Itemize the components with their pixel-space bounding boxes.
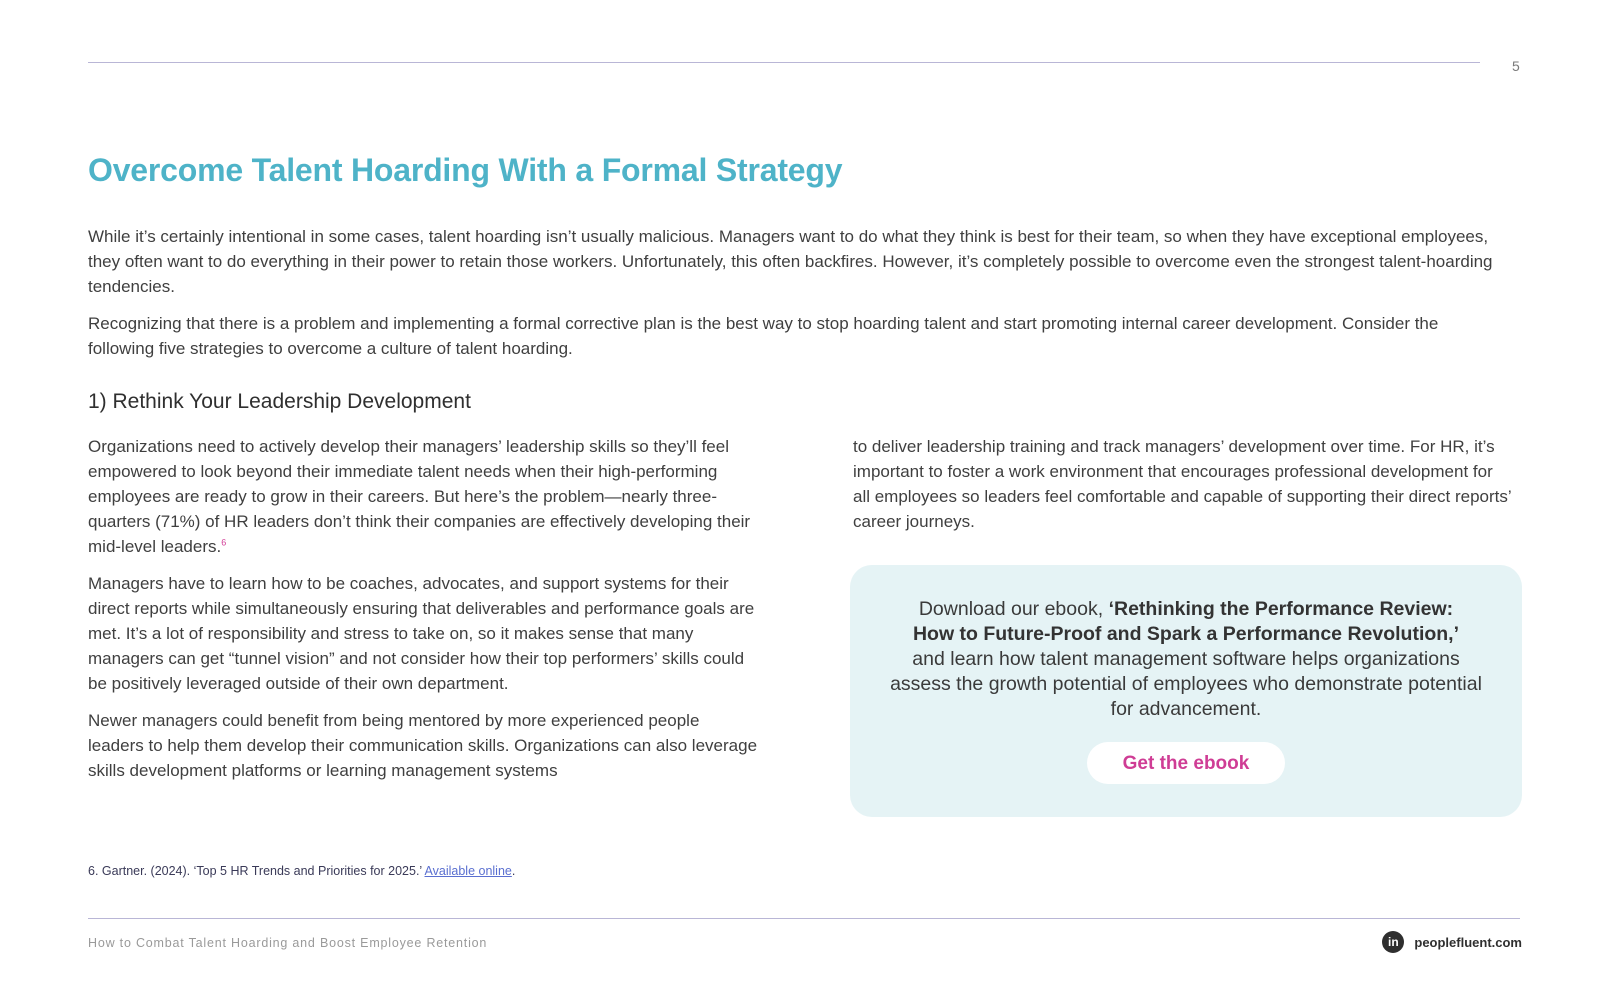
website-link[interactable]: peoplefluent.com [1414, 934, 1522, 950]
callout-text [880, 597, 1492, 722]
linkedin-icon[interactable]: in [1382, 931, 1404, 953]
intro-section [88, 224, 1508, 373]
intro-paragraph: While it’s certainly intentional in some cases, talent hoarding isn’t usually malicious. Managers want to do what they think is best for their team, so when they have exceptional employees, they often want to do everything in their power to retain those workers. Unfortunately, this often backfires. However, it’s completely possible to overcome even the strongest talent-hoarding tendencies. [88, 227, 1493, 296]
footer-document-title: How to Combat Talent Hoarding and Boost Employee Retention [88, 936, 488, 950]
footnote-text: 6. Gartner. (2024). ‘Top 5 HR Trends and Priorities for 2025.’ [88, 864, 425, 878]
footnote [88, 864, 515, 878]
intro-paragraph: Recognizing that there is a problem and implementing a formal corrective plan is the best way to stop hoarding talent and start promoting internal career development. Consider the following five strategies to overcome a culture of talent hoarding. [88, 314, 1439, 358]
right-column [853, 434, 1513, 534]
body-paragraph: Managers have to learn how to be coaches, advocates, and support systems for their direct reports while simultaneously ensuring that deliverables and performance goals are met. It’s a lot of responsibility and stress to take on, so it makes sense that many managers can get “tunnel vision” and not consider how their top performers’ skills could be positively leveraged outside of their own department. [88, 574, 755, 693]
body-paragraph: to deliver leadership training and track managers’ development over time. For HR, it’s important to foster a work environment that encourages professional development for all employees so leaders feel comfortable and capable of supporting their direct reports’ career journeys. [853, 437, 1512, 531]
paragraph-text: Organizations need to actively develop their managers’ leadership skills so they’ll feel empowered to look beyond their immediate talent needs when their high-performing employees are ready to grow in their careers. But here’s the problem—nearly three-quarters (71%) of HR leaders don’t think their companies are effectively developing their mid-level leaders. [88, 437, 751, 556]
section-heading: 1) Rethink Your Leadership Development [88, 390, 471, 413]
footnote-marker[interactable]: 6 [221, 537, 227, 548]
footer-divider [88, 918, 1520, 919]
footnote-trailing: . [511, 864, 516, 878]
page-number: 5 [1512, 58, 1520, 74]
get-ebook-button[interactable]: Get the ebook [1087, 742, 1285, 784]
ebook-title-line2: How to Future-Proof and Spark a Performance Revolution,’ [912, 623, 1460, 645]
body-paragraph [88, 434, 758, 559]
available-online-link[interactable]: Available online [424, 864, 512, 878]
footer-brand [1382, 931, 1522, 953]
header-divider [88, 62, 1480, 63]
ebook-title-line1: ‘Rethinking the Performance Review: [1108, 598, 1454, 620]
callout-lead: Download our ebook, [918, 598, 1109, 620]
page-title: Overcome Talent Hoarding With a Formal Strategy [88, 152, 843, 188]
callout-body: and learn how talent management software helps organizations assess the growth potential of employees who demonstrate potential for advancement. [890, 648, 1482, 720]
ebook-callout [850, 565, 1522, 817]
body-paragraph: Newer managers could benefit from being mentored by more experienced people leaders to help them develop their communication skills. Organizations can also leverage skills development platforms or learning management systems [88, 711, 758, 780]
left-column [88, 434, 758, 795]
